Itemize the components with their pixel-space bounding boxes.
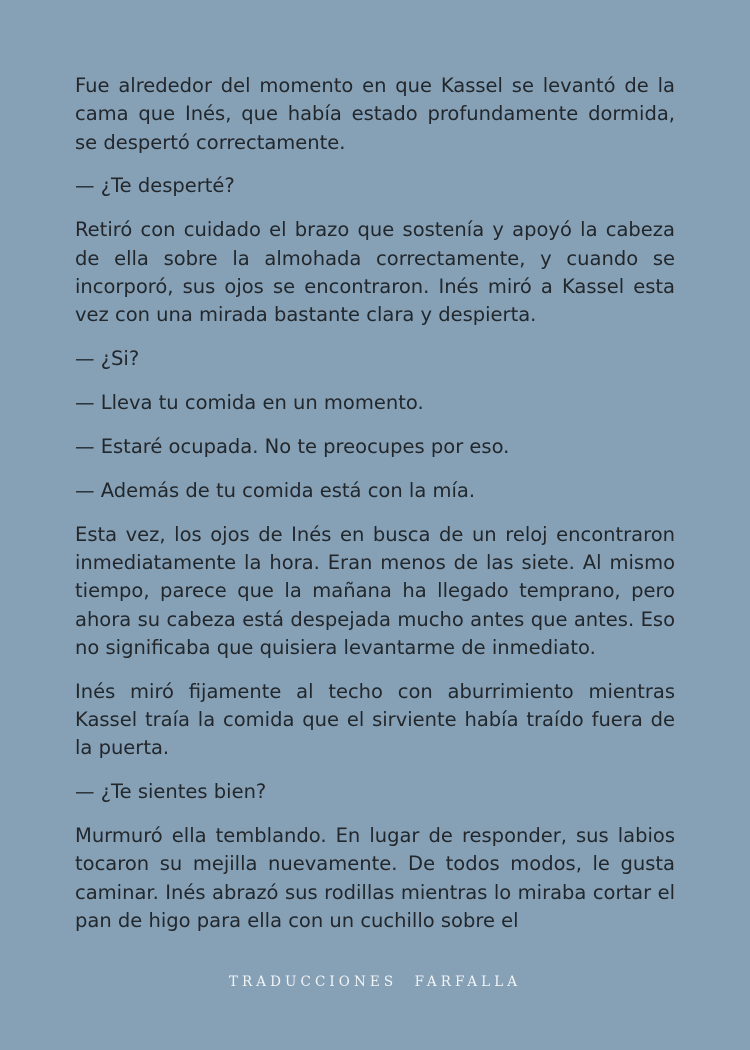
dialogue-line: — Lleva tu comida en un momento. xyxy=(75,391,424,415)
dialogue-line: — Estaré ocupada. No te preocupes por eso. xyxy=(75,434,510,458)
paragraph: Inés miró fijamente al techo con aburrimiento mientras Kassel traía la comida que el sirviente había traído fuera de la puerta. xyxy=(75,679,675,760)
paragraph: Esta vez, los ojos de Inés en busca de un reloj encontraron inmediatamente la hora. Eran menos de las siete. Al mismo tiempo, parece que la mañana ha llegado temprano, pero ahora su cabeza está despejada mucho antes que antes. Eso no significaba que quisiera levantarme de inmediato. xyxy=(75,522,675,659)
dialogue-line: — ¿Si? xyxy=(75,347,140,371)
paragraph: Retiró con cuidado el brazo que sostenía y apoyó la cabeza de ella sobre la almohada correctamente, y cuando se incorporó, sus ojos se encontraron. Inés miró a Kassel esta vez con una mirada bastante clara y despierta. xyxy=(75,218,675,327)
paragraph: Murmuró ella temblando. En lugar de responder, sus labios tocaron su mejilla nuevamente. De todos modos, le gusta caminar. Inés abrazó sus rodillas mientras lo miraba cortar el pan de higo para ella con un cuchillo sobre el xyxy=(75,824,675,933)
dialogue-line: — ¿Te sientes bien? xyxy=(75,780,267,804)
dialogue-line: — ¿Te desperté? xyxy=(75,174,235,198)
paragraph: Fue alrededor del momento en que Kassel se levantó de la cama que Inés, que había estado profundamente dormida, se despertó correctamente. xyxy=(75,74,675,154)
story-text xyxy=(75,72,675,952)
footer-credit: TRADUCCIONES FARFALLA xyxy=(228,974,522,990)
dialogue-line: — Además de tu comida está con la mía. xyxy=(75,478,476,502)
